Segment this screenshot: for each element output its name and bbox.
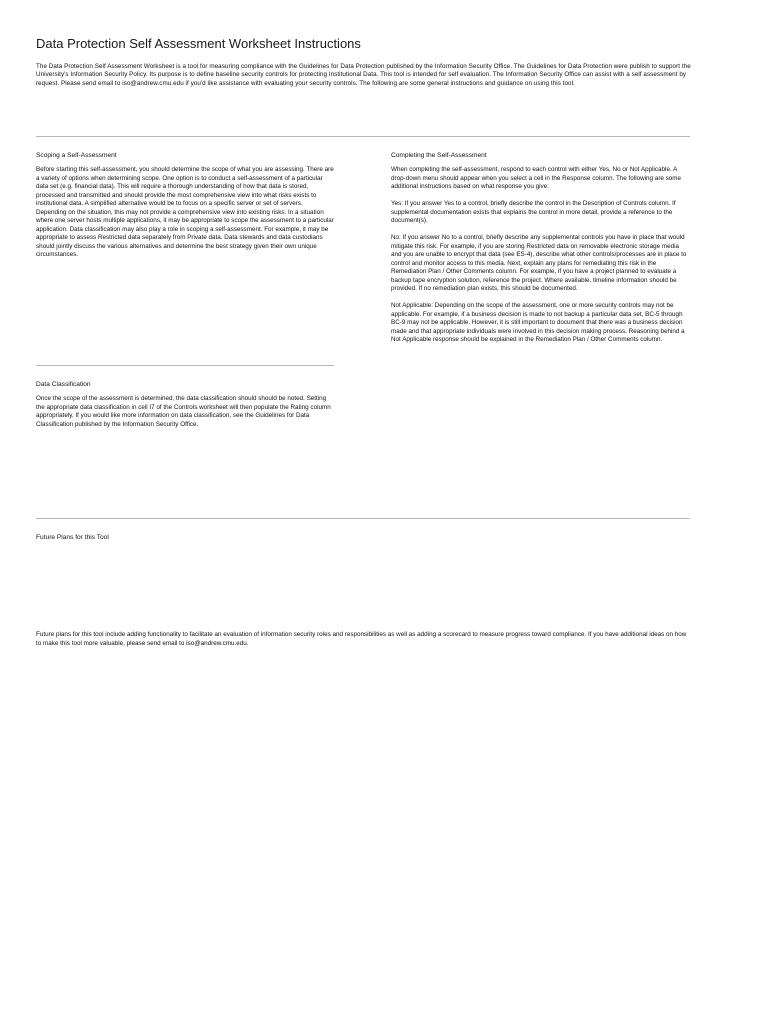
- completing-not-applicable: Not Applicable: Depending on the scope of the assessment, one or more security controls may not be applicable. For example, if a business decision is made to not backup a particular data set, BC-5 through BC-9 may not be applicable. However, it is still important to document that there was a business decision made and that appropriate individuals were involved in this decision making process. Reasoning behind a Not Applicable response should be explained in the Remediation Plan / Other Comments column.: [391, 302, 685, 343]
- scoping-heading: Scoping a Self-Assessment: [36, 152, 117, 159]
- future-body: Future plans for this tool include adding functionality to facilitate an evaluation of information security roles and responsibilities as well as adding a scorecard to measure progress toward compliance. If you have additional ideas on how to make this tool more valuable, please send email to iso@andrew.cmu.edu.: [36, 631, 687, 647]
- completing-intro: When completing the self-assessment, respond to each control with either Yes, No or Not Applicable. A drop-down menu should appear when you select a cell in the Response column. The following are some additional instructions based on what response you give:: [391, 166, 682, 190]
- classification-body: Once the scope of the assessment is determined, the data classification should should be noted. Setting the appropriate data classification in cell I7 of the Controls worksheet will then populate the Rating column appropriately. If you would like more information on data classification, see the Guidelines for Data Classification published by the Information Security Office.: [36, 395, 331, 428]
- completing-yes: Yes: If you answer Yes to a control, briefly describe the control in the Description of Controls column. If supplemental documentation exists that explains the control in more detail, provide a reference to the document(s).: [391, 200, 676, 224]
- future-heading: Future Plans for this Tool: [36, 534, 109, 541]
- completing-no: No: If you answer No to a control, briefly describe any supplemental controls you have in place that would mitigate this risk. For example, if you are storing Restricted data on removable electronic storage media and you are unable to encrypt that data (see ES-4), describe what other controls/processes are in place to control and monitor access to this media. Next, explain any plans for remediating this risk in the Remediation Plan / Other Comments column. For example, if you have a project planned to evaluate a backup tape encryption solution, reference the project. Where available, timeline information should be provided. If no remediation plan exists, this should be documented.: [391, 234, 687, 292]
- classification-heading: Data Classification: [36, 381, 91, 388]
- divider-middle: [36, 518, 690, 519]
- completing-heading: Completing the Self-Assessment: [391, 152, 487, 159]
- intro-paragraph: The Data Protection Self Assessment Worksheet is a tool for measuring compliance with the Guidelines for Data Protection published by the Information Security Office. The Guidelines for Data Protection were publish to support the University's Information Security Policy. Its purpose is to define baseline security controls for protecting Institutional Data. This tool is intended for self evaluation. The Information Security Office can assist with a self assessment by request. Please send email to iso@andrew.cmu.edu if you'd like assistance with evaluating your security controls. The following are some general instructions and guidance on using this tool.: [36, 63, 691, 87]
- divider-left: [36, 365, 334, 366]
- completing-body: [391, 166, 689, 353]
- page-title: Data Protection Self Assessment Worksheet Instructions: [36, 36, 361, 51]
- scoping-body: Before starting this self-assessment, you should determine the scope of what you are assessing. There are a variety of options when determining scope. One option is to conduct a self-assessment of a particular data set (e.g. financial data). This will require a thorough understanding of how that data is stored, processed and transmitted and should provide the most comprehensive view into what risks exists to institutional data. A simplified alternative would be to focus on a specific server or set of servers. Depending on the situation, this may not provide a comprehensive view into existing risks. In a situation where one server hosts multiple applications, it may be appropriate to scope the assessment to a particular application. Data classification may also play a role in scoping a self-assessment. For example, it may be appropriate to assess Restricted data separately from Private data. Data stewards and data custodians should jointly discuss the various alternatives and determine the best strategy given their own unique circumstances.: [36, 166, 334, 258]
- divider-top: [36, 136, 690, 137]
